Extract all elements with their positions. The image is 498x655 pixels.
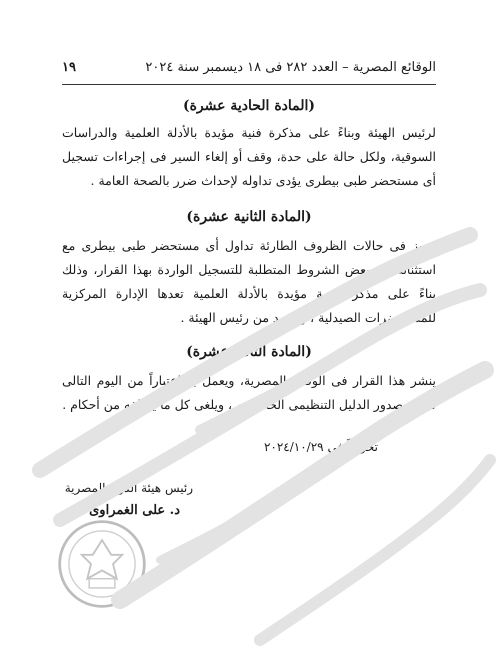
- date-line: تحريراً فى ٢٠٢٤/١٠/٢٩: [263, 440, 378, 454]
- article-11-heading: (المادة الحادية عشرة): [182, 98, 316, 114]
- signatory-name: د. على الغمراوى: [89, 503, 180, 518]
- page-header: [62, 58, 436, 80]
- article-11-text: لرئيس الهيئة وبناءً على مذكرة فنية مؤيدة بالأدلة العلمية والدراسات السوقية، ولكل حالة على حدة، وقف أو إلغاء السير فى إجراءات تسجيل أى مستحضر طبى بيطرى يؤدى تداوله لإحداث ضرر بالصحة العامة .: [62, 125, 436, 188]
- article-13-heading: (المادة الثالثة عشرة): [186, 344, 312, 360]
- signatory-title: رئيس هيئة الدواء المصرية: [64, 481, 193, 495]
- article-12-text: يجوز فى حالات الظروف الطارئة تداول أى مستحضر طبى بيطرى مع استثنائه من بعض الشروط المتطلبة للتسجيل الواردة بهذا القرار، وذلك بناءً على مذكرة فنية مؤيدة بالأدلة العلمية تعدها الإدارة المركزية للمستحضرات الصيدلية ، وتعتمد من رئيس الهيئة .: [62, 238, 436, 325]
- header-title: الوقائع المصرية – العدد ٢٨٢ فى ١٨ ديسمبر سنة ٢٠٢٤: [145, 60, 436, 75]
- page-number: ١٩: [62, 60, 76, 75]
- official-seal-icon: [56, 518, 148, 610]
- header-rule: [62, 84, 436, 85]
- article-12-heading: (المادة الثانية عشرة): [186, 209, 312, 225]
- article-13-text: ينشر هذا القرار فى الوقائع المصرية، ويعمل به اعتباراً من اليوم التالى لتاريخ صدور الدليل التنظيمى الخاص به ، ويلغى كل ما يخالفه من أحكام .: [62, 373, 436, 412]
